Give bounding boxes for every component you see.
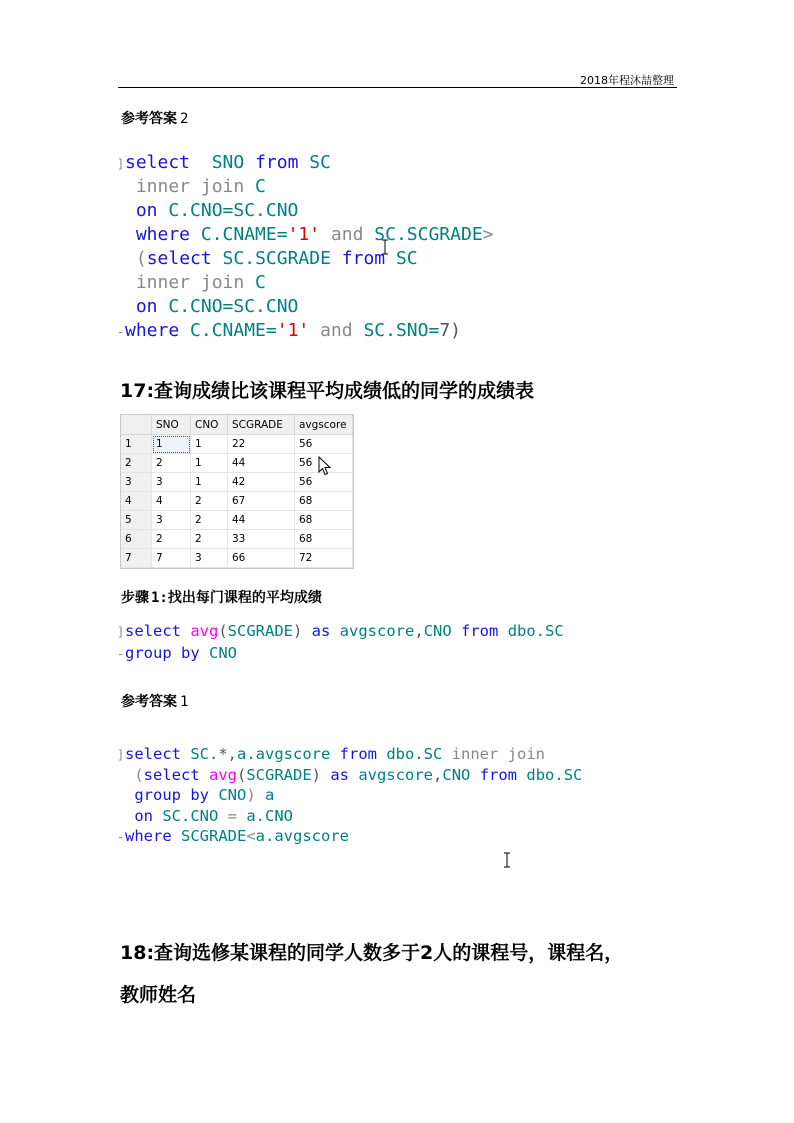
table-cell[interactable]: 22 xyxy=(228,435,295,454)
answer1-label-text: 参考答案 xyxy=(121,694,177,710)
table-cell[interactable]: 67 xyxy=(228,492,295,511)
code-token: C.CNO=SC.CNO xyxy=(157,296,299,317)
q18-heading-line2: 教师姓名 xyxy=(120,984,197,1006)
code-token: CNO xyxy=(199,644,237,662)
code-token: select xyxy=(125,622,181,640)
code-line xyxy=(117,295,494,319)
code-token: CNO xyxy=(442,765,471,784)
code-token xyxy=(190,152,212,173)
code-token: from xyxy=(470,765,518,784)
code-token: dbo.SC xyxy=(498,622,564,640)
table-cell[interactable]: 56 xyxy=(295,473,353,492)
step1-label-text: 步骤 xyxy=(121,590,149,606)
code-token: ( xyxy=(125,765,144,784)
code-token: a.avgscore xyxy=(237,745,331,763)
code-token: SC.SCGRADE xyxy=(363,224,483,245)
code-token: C.CNO=SC.CNO xyxy=(157,200,299,221)
code-token: = xyxy=(218,806,237,825)
code-token: where xyxy=(125,827,172,845)
table-cell[interactable]: 72 xyxy=(295,549,353,568)
code-gutter-mark: - xyxy=(117,647,125,661)
code-token: , xyxy=(227,745,238,763)
table-cell[interactable]: 2 xyxy=(191,492,228,511)
q18-title-line1: 查询选修某课程的同学人数多于2人的课程号，课程名， xyxy=(154,942,624,964)
code-line xyxy=(117,271,494,295)
page-header-text: 2018年程沐喆整理 xyxy=(580,74,674,87)
code-token: a.avgscore xyxy=(255,827,349,845)
table-cell[interactable]: 66 xyxy=(228,549,295,568)
code-line xyxy=(117,826,582,847)
code-token: SC.SCGRADE xyxy=(211,248,331,269)
table-row[interactable] xyxy=(121,549,353,568)
table-cell[interactable]: 2 xyxy=(191,530,228,549)
code-token: , xyxy=(433,765,443,784)
code-token: where xyxy=(125,320,180,341)
code-token: '1' xyxy=(276,320,310,341)
code-token: select xyxy=(125,745,181,763)
code-line xyxy=(117,744,582,765)
code-token: avg xyxy=(181,622,219,640)
code-gutter-mark: ] xyxy=(117,157,125,171)
code-token: inner join xyxy=(125,272,245,293)
answer1-number: 1 xyxy=(180,694,189,710)
code-line xyxy=(117,785,582,806)
q17-heading xyxy=(120,376,534,403)
table-cell[interactable]: 68 xyxy=(295,492,353,511)
table-cell[interactable]: 56 xyxy=(295,454,353,473)
code-gutter-mark: ] xyxy=(117,625,125,639)
col-header-rownum xyxy=(121,415,152,435)
table-cell[interactable]: 44 xyxy=(228,454,295,473)
code-token: * xyxy=(218,745,228,763)
code-token: ( xyxy=(218,622,228,640)
mouse-pointer-icon xyxy=(318,456,332,476)
code-token: group by xyxy=(125,786,209,804)
code-line xyxy=(117,765,582,786)
q18-heading-line1 xyxy=(120,938,623,965)
answer1-label xyxy=(121,691,188,711)
code-token: SC xyxy=(385,248,418,269)
table-cell[interactable]: 42 xyxy=(228,473,295,492)
code-token: select xyxy=(146,248,212,269)
row-number-cell[interactable]: 7 xyxy=(121,549,152,568)
answer2-label-text: 参考答案 xyxy=(121,111,177,127)
row-number-cell[interactable]: 5 xyxy=(121,511,152,530)
code-token: on xyxy=(125,296,158,317)
text-cursor-icon xyxy=(503,852,511,868)
table-cell[interactable]: 56 xyxy=(295,435,353,454)
table-cell[interactable]: 1 xyxy=(191,454,228,473)
row-number-cell[interactable]: 1 xyxy=(121,435,152,454)
code-line xyxy=(117,806,582,827)
table-cell[interactable]: 3 xyxy=(152,473,191,492)
table-row[interactable] xyxy=(121,511,353,530)
q17-title: 查询成绩比该课程平均成绩低的同学的成绩表 xyxy=(154,380,535,402)
code-token: dbo.SC xyxy=(377,745,443,763)
col-header-cno: CNO xyxy=(191,415,228,435)
code-token: SC.CNO xyxy=(153,806,219,825)
table-cell[interactable]: 7 xyxy=(152,549,191,568)
code-token: select xyxy=(125,152,191,173)
table-cell[interactable]: 4 xyxy=(152,492,191,511)
code-token: , xyxy=(414,622,424,640)
code-token: from xyxy=(330,745,378,763)
code-token: and xyxy=(320,224,364,245)
code-token: SC xyxy=(298,152,331,173)
answer2-number: 2 xyxy=(180,111,189,127)
col-header-scgrade: SCGRADE xyxy=(228,415,295,435)
table-cell[interactable]: 2 xyxy=(152,454,191,473)
code-token: from xyxy=(451,622,499,640)
code-token: 7) xyxy=(439,320,461,341)
code-token: SCGRADE xyxy=(227,622,293,640)
code-line xyxy=(117,247,494,271)
code-token: ( xyxy=(237,765,247,784)
code-token: ) xyxy=(311,765,322,784)
code-token: select xyxy=(143,765,200,784)
text-cursor-icon xyxy=(381,239,389,255)
table-cell[interactable]: 1 xyxy=(152,435,191,454)
table-cell[interactable]: 3 xyxy=(191,549,228,568)
code-token: ) xyxy=(246,786,256,804)
row-number-cell[interactable]: 4 xyxy=(121,492,152,511)
q17-number: 17: xyxy=(120,380,155,402)
table-cell[interactable]: 44 xyxy=(228,511,295,530)
code-token: avg xyxy=(199,765,237,784)
code-token: C xyxy=(244,176,266,197)
answer2-label xyxy=(121,108,188,128)
code-token: ) xyxy=(293,622,303,640)
table-cell[interactable]: 2 xyxy=(191,511,228,530)
code-token: inner join xyxy=(442,745,545,763)
code-token: C.CNAME= xyxy=(179,320,277,341)
col-header-avgscore: avgscore xyxy=(295,415,353,435)
code-token: on xyxy=(125,200,158,221)
code-token: dbo.SC xyxy=(517,765,583,784)
row-number-cell[interactable]: 2 xyxy=(121,454,152,473)
result-grid[interactable] xyxy=(120,414,354,569)
table-cell[interactable]: 1 xyxy=(191,435,228,454)
code-token: '1' xyxy=(287,224,321,245)
code-gutter-mark: - xyxy=(117,830,125,844)
table-row[interactable] xyxy=(121,530,353,549)
code-token: where xyxy=(125,224,191,245)
code-token: < xyxy=(246,827,256,845)
code-token: as xyxy=(321,765,350,784)
col-header-sno: SNO xyxy=(152,415,191,435)
code-gutter-mark: - xyxy=(117,325,125,339)
code-token: on xyxy=(125,806,153,825)
step1-text: 找出每门课程的平均成绩 xyxy=(167,590,322,606)
code-token: CNO xyxy=(209,786,247,804)
table-cell[interactable]: 3 xyxy=(152,511,191,530)
code-block-3 xyxy=(117,744,582,847)
code-block-2 xyxy=(117,620,564,664)
code-gutter-mark: ] xyxy=(117,748,125,762)
code-token: SCGRADE xyxy=(246,765,312,784)
row-number-cell[interactable]: 6 xyxy=(121,530,152,549)
table-cell[interactable]: 68 xyxy=(295,511,353,530)
code-token: a.CNO xyxy=(237,806,293,825)
code-token: and xyxy=(309,320,353,341)
code-token: inner join xyxy=(125,176,245,197)
code-token: avgscore xyxy=(330,622,415,640)
code-token: from xyxy=(244,152,299,173)
header-rule xyxy=(118,87,677,88)
code-token: SC. xyxy=(181,745,219,763)
code-line xyxy=(117,620,564,642)
code-line xyxy=(117,642,564,664)
code-line xyxy=(117,151,494,175)
step1-label xyxy=(121,587,322,607)
table-row[interactable] xyxy=(121,435,353,454)
code-line xyxy=(117,319,494,343)
code-token: SC.SNO= xyxy=(352,320,440,341)
table-row[interactable] xyxy=(121,492,353,511)
code-token: from xyxy=(330,248,386,269)
table-cell[interactable]: 68 xyxy=(295,530,353,549)
code-line xyxy=(117,175,494,199)
code-token: a xyxy=(255,786,275,804)
step1-number: 1: xyxy=(151,590,168,606)
q18-number: 18: xyxy=(120,942,155,964)
code-line xyxy=(117,199,494,223)
code-token: ( xyxy=(125,248,147,269)
code-token: C xyxy=(244,272,266,293)
code-block-1 xyxy=(117,151,494,343)
code-token: C.CNAME= xyxy=(190,224,288,245)
code-token: as xyxy=(302,622,331,640)
table-cell[interactable]: 1 xyxy=(191,473,228,492)
code-line xyxy=(117,223,494,247)
result-header-row xyxy=(121,415,353,435)
result-table xyxy=(121,415,353,568)
table-cell[interactable]: 2 xyxy=(152,530,191,549)
code-token: SCGRADE xyxy=(171,827,247,845)
table-cell[interactable]: 33 xyxy=(228,530,295,549)
code-token: avgscore xyxy=(349,765,434,784)
code-token: SNO xyxy=(211,152,245,173)
row-number-cell[interactable]: 3 xyxy=(121,473,152,492)
code-token: group by xyxy=(125,644,200,662)
code-token: CNO xyxy=(423,622,452,640)
code-token: > xyxy=(482,224,494,245)
